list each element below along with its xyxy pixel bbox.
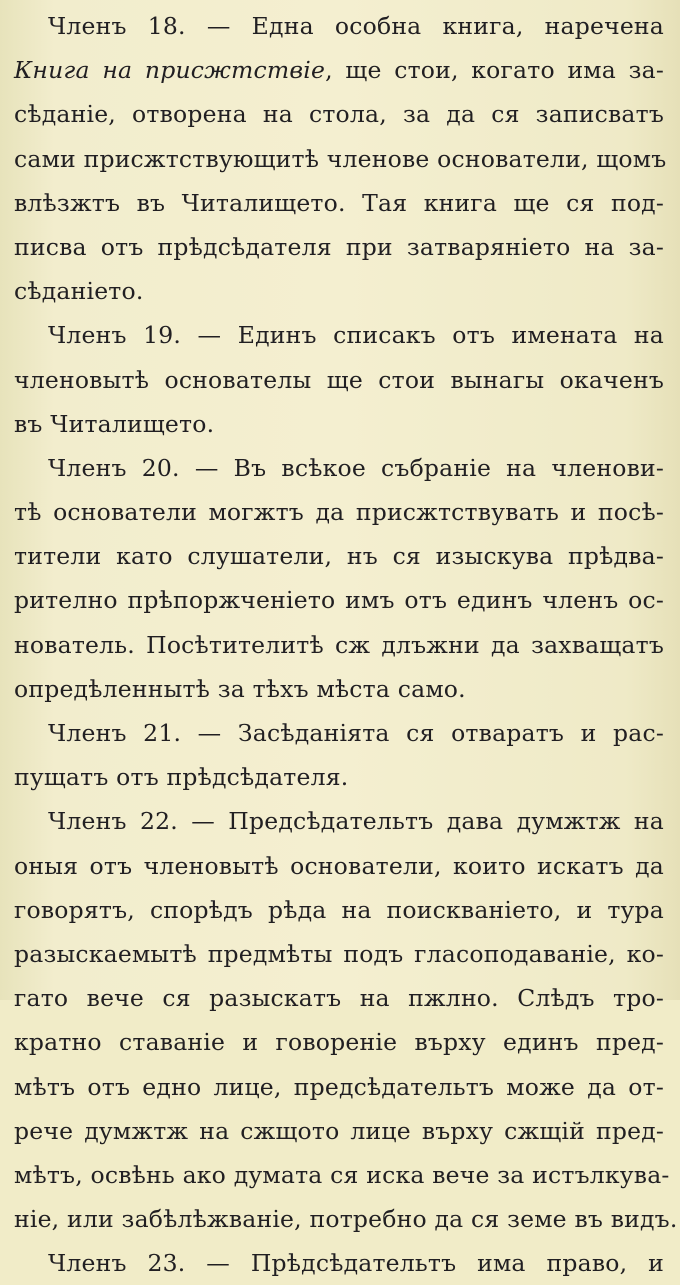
text-line: оныя отъ членовытѣ основатели, които искатъ да xyxy=(14,851,664,880)
text-column xyxy=(14,4,678,1285)
text-line: нователь. Посѣтителитѣ сж длъжни да захващатъ xyxy=(14,630,664,659)
text-line: Членъ 19. — Единъ списакъ отъ имената на xyxy=(48,321,664,350)
text-line: кратно ставаніе и говореніе върху единъ пред- xyxy=(14,1028,664,1057)
text-line: тѣ основатели могжтъ да присжтствувать и посѣ- xyxy=(14,498,664,527)
text-line-with-italic xyxy=(14,48,664,92)
article-21 xyxy=(14,711,664,799)
article-22 xyxy=(14,799,678,1241)
text-line: влѣзжтъ въ Читалището. Тая книга ще ся под- xyxy=(14,188,664,217)
text-line: гато вече ся разыскатъ на пжлно. Слѣдъ тро- xyxy=(14,984,664,1013)
text-line-rest: , ще стои, когато има за- xyxy=(325,56,665,85)
text-line: въ Читалището. xyxy=(14,409,215,438)
text-line: говорятъ, спорѣдъ рѣда на поискваніето, и тура xyxy=(14,895,664,924)
text-line: Членъ 22. — Предсѣдательтъ дава думжтж на xyxy=(48,807,664,836)
text-line: писва отъ прѣдсѣдателя при затваряніето на за- xyxy=(14,232,664,261)
text-line: сѣданіе, отворена на стола, за да ся записватъ xyxy=(14,100,664,129)
article-23 xyxy=(14,1241,664,1285)
text-line: рече думжтж на сжщото лице върху сжщій пред- xyxy=(14,1116,664,1145)
text-line: сами присжтствующитѣ членове основатели, щомъ xyxy=(14,144,667,173)
text-line: мѣтъ, освѣнь ако думата ся иска вече за истълкува- xyxy=(14,1160,670,1189)
text-line: опредѣленнытѣ за тѣхъ мѣста само. xyxy=(14,674,466,703)
text-line: Членъ 20. — Въ всѣкое събраніе на членови- xyxy=(48,453,664,482)
text-line: Членъ 18. — Една особна книга, наречена xyxy=(48,12,664,40)
text-line: Членъ 23. — Прѣдсѣдательтъ има право, и xyxy=(48,1249,664,1278)
text-line: ніе, или забѣлѣжваніе, потребно да ся земе въ видъ. xyxy=(14,1205,678,1234)
text-line: членовытѣ основателы ще стои вынагы окаченъ xyxy=(14,365,664,394)
article-18 xyxy=(14,4,667,313)
article-19 xyxy=(14,313,664,446)
article-20 xyxy=(14,446,664,711)
text-line: мѣтъ отъ едно лице, предсѣдательтъ може да от- xyxy=(14,1072,664,1101)
text-line: тители като слушатели, нъ ся изыскува прѣдва- xyxy=(14,542,664,571)
text-line: Членъ 21. — Засѣданіята ся отваратъ и рас- xyxy=(48,719,664,747)
text-line: разыскаемытѣ предмѣты подъ гласоподаваніе, ко- xyxy=(14,939,664,968)
text-line: сѣданіето. xyxy=(14,277,144,306)
text-line: рително прѣпоржченіето имъ отъ единъ членъ ос- xyxy=(14,586,664,615)
text-line: пущатъ отъ прѣдсѣдателя. xyxy=(14,763,349,792)
italic-phrase: Книга на присжтствіе xyxy=(14,56,326,85)
